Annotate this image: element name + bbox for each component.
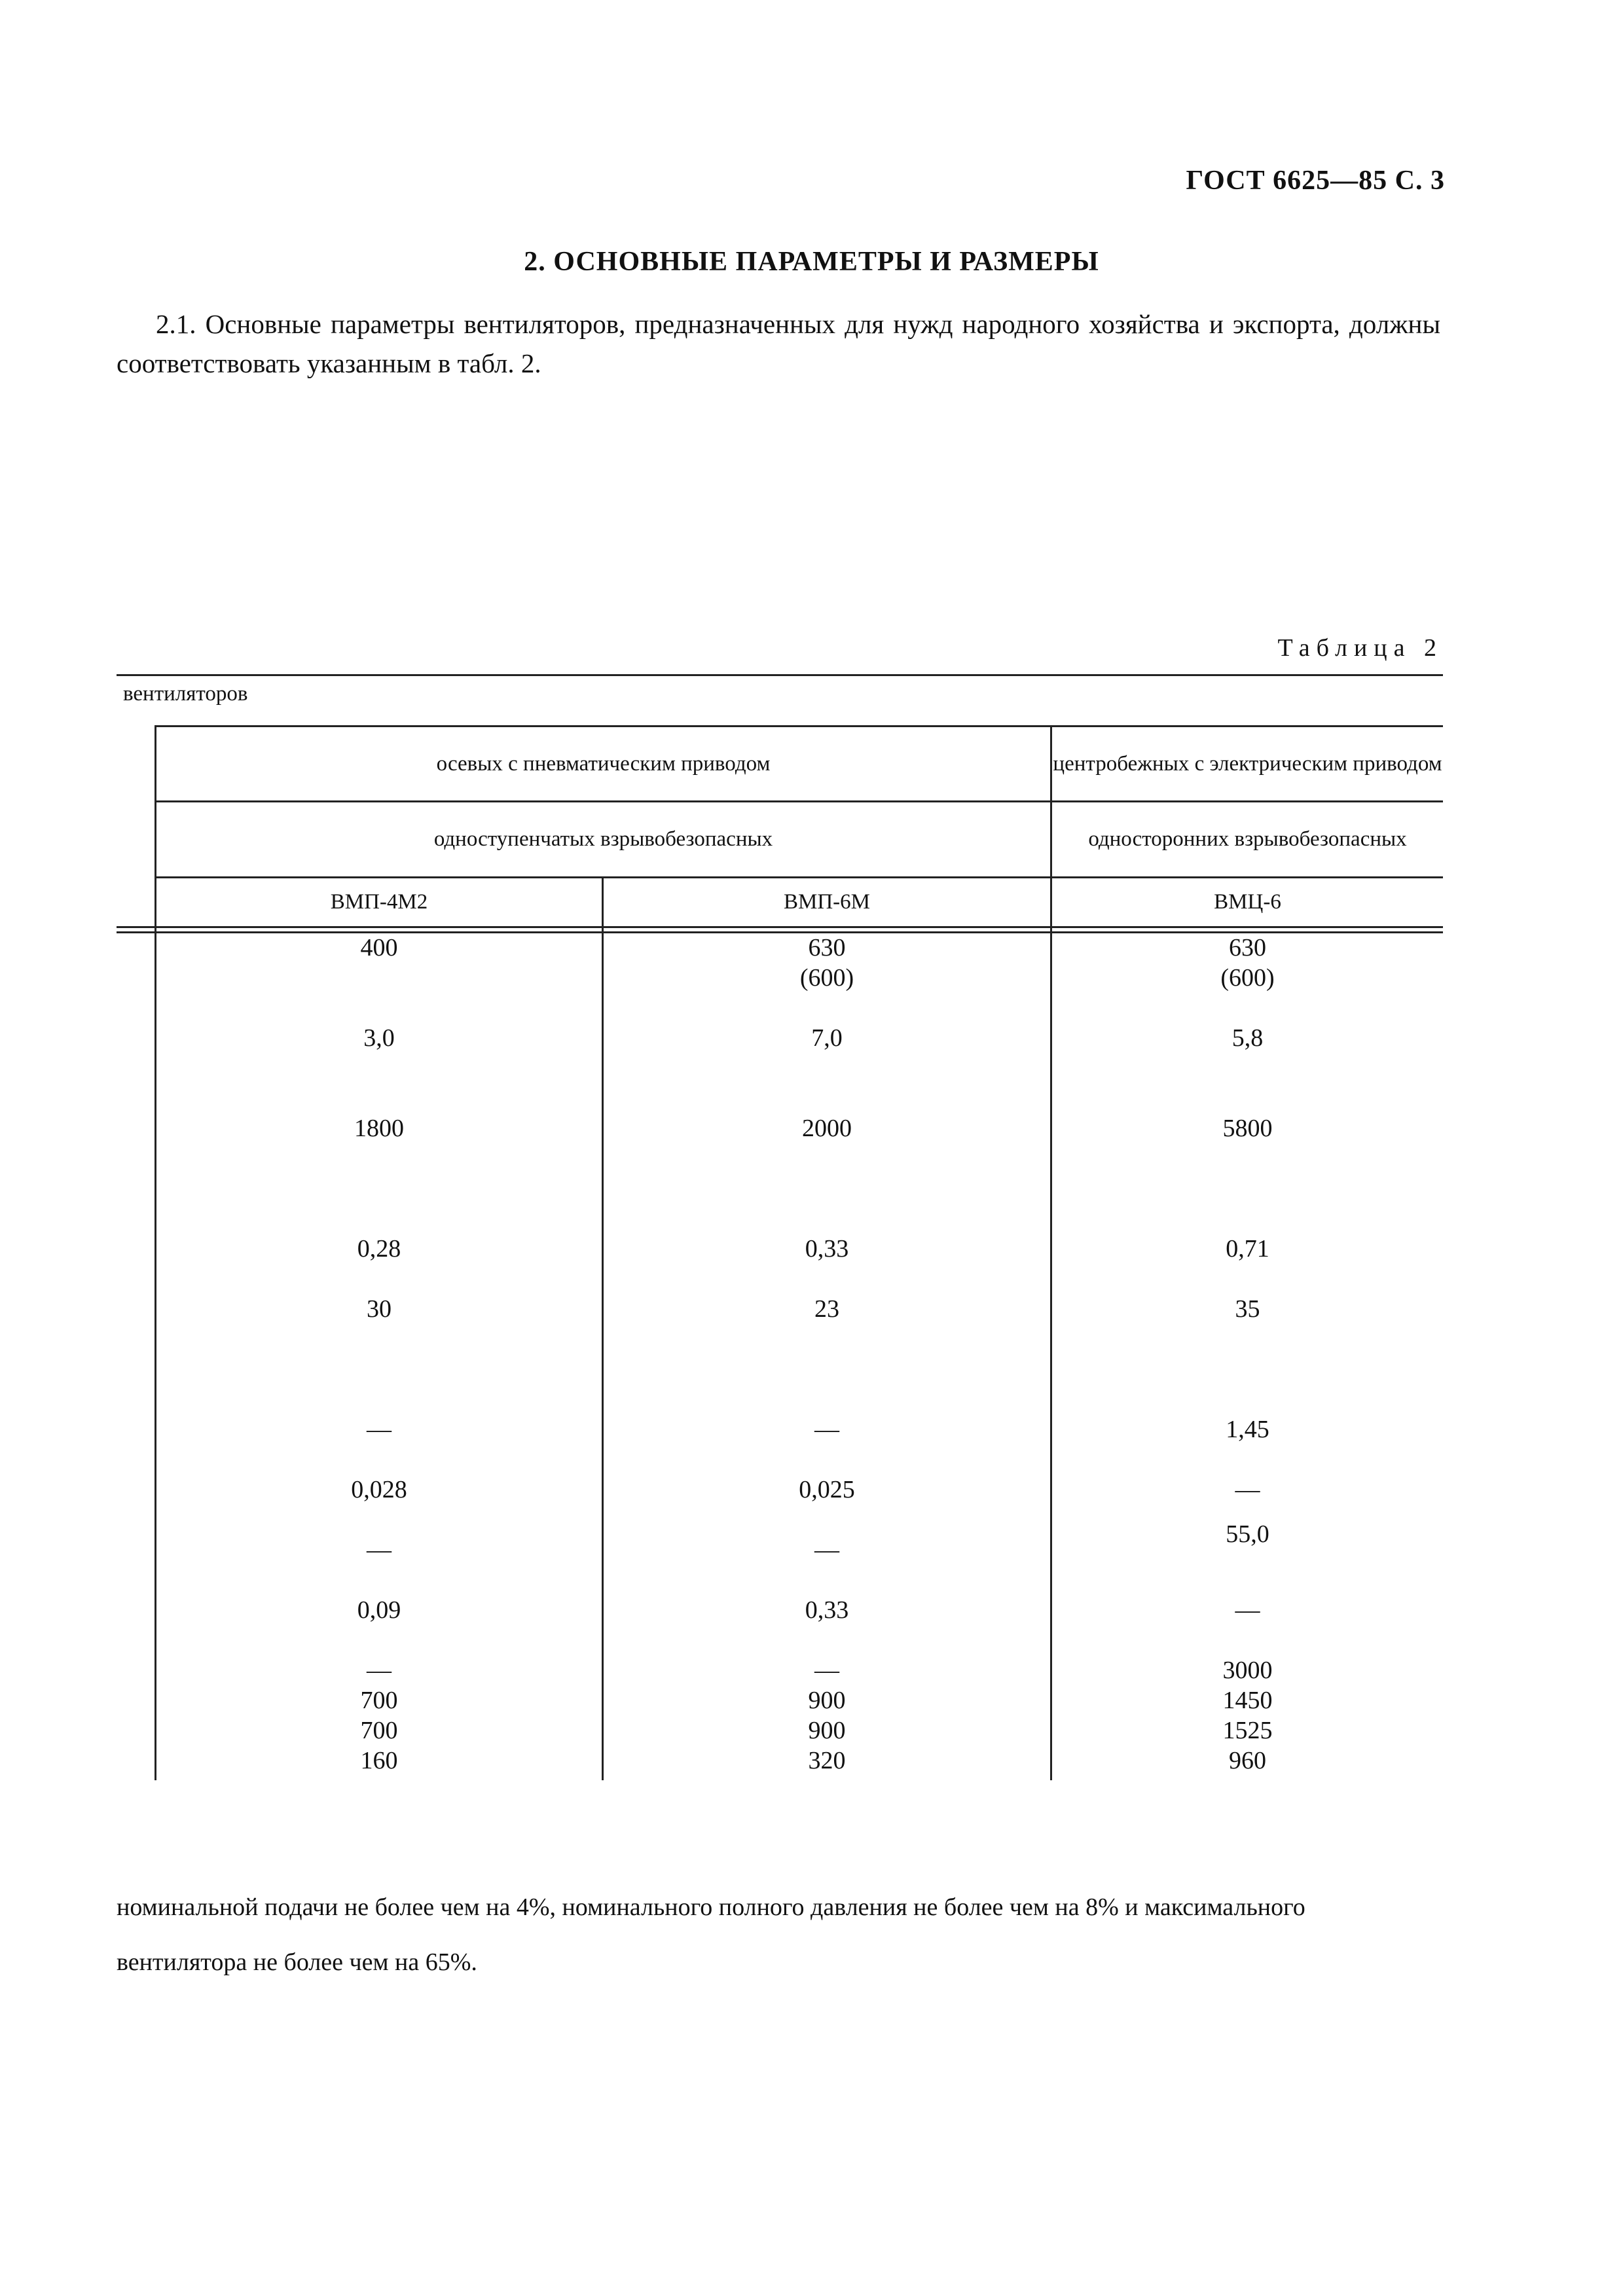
table-cell: 55,0: [1226, 1520, 1269, 1548]
table-cell: 0,71: [1226, 1235, 1269, 1263]
model-header-vmp-6m: ВМП-6М: [783, 890, 871, 914]
section-title: 2. ОСНОВНЫЕ ПАРАМЕТРЫ И РАЗМЕРЫ: [524, 247, 1099, 277]
table-cell: 700: [360, 1717, 398, 1744]
group-centrifugal-label: центробежных с электрическим приводом: [1053, 751, 1442, 776]
table-header-double-rule-1: [117, 926, 1443, 928]
table-cell: 0,33: [805, 1596, 849, 1624]
table-cell: 160: [360, 1747, 398, 1774]
table-cell: 900: [808, 1687, 846, 1714]
footer-line-1: номинальной подачи не более чем на 4%, номинального полного давления не более чем на 8% и максимального: [117, 1893, 1305, 1921]
table-cell: 1525: [1222, 1717, 1273, 1744]
table-top-rule: [117, 674, 1443, 676]
table-cell: 3,0: [363, 1024, 395, 1052]
table-cell: (600): [1220, 964, 1275, 992]
section-paragraph: 2.1. Основные параметры вентиляторов, предназначенных для нужд народного хозяйства и экспорта, должны соответствовать указанным в табл. 2.: [117, 309, 1440, 378]
table-cell: 1,45: [1226, 1416, 1269, 1443]
table-cell: 0,025: [799, 1476, 855, 1503]
table-cell: 320: [808, 1747, 846, 1774]
table-cell: 960: [1229, 1747, 1266, 1774]
group-axial-label: осевых с пневматическим приводом: [436, 751, 771, 776]
table-cell: —: [814, 1657, 839, 1684]
table-cell: 7,0: [811, 1024, 843, 1052]
table-cell: (600): [799, 964, 854, 992]
table-cell: —: [1235, 1476, 1260, 1503]
table-cell: 700: [360, 1687, 398, 1714]
table-cell: 30: [367, 1295, 392, 1323]
table-cell: —: [1235, 1596, 1260, 1624]
table-cell: 400: [360, 934, 398, 961]
table-cell: 630: [1229, 934, 1266, 961]
table-cell: 5800: [1222, 1115, 1273, 1142]
table-cell: 0,09: [357, 1596, 401, 1624]
table-cell: 1800: [354, 1115, 404, 1142]
table-cell: —: [367, 1657, 392, 1684]
table-cell: 2000: [802, 1115, 852, 1142]
table-cell: —: [814, 1536, 839, 1564]
subgroup-single-sided-label: односторонних взрывобезопасных: [1088, 827, 1407, 851]
table-cell: —: [814, 1416, 839, 1443]
table-cell: 23: [814, 1295, 839, 1323]
table-cell: 0,028: [351, 1476, 407, 1503]
table-cell: 630: [808, 934, 846, 961]
subgroup-single-stage-label: одноступенчатых взрывобезопасных: [433, 827, 773, 851]
table-cell: 0,28: [357, 1235, 401, 1263]
table-cell: 1450: [1222, 1687, 1273, 1714]
footer-line-2: вентилятора не более чем на 65%.: [117, 1948, 477, 1976]
table-cell: 5,8: [1231, 1024, 1264, 1052]
table-top-label: вентиляторов: [123, 682, 248, 706]
table-cell: 900: [808, 1717, 846, 1744]
table-cell: 0,33: [805, 1235, 849, 1263]
table-caption: Таблица 2: [1277, 634, 1443, 662]
model-header-vmp-4m2: ВМП-4М2: [330, 890, 428, 914]
model-header-vmc-6: ВМЦ-6: [1214, 890, 1281, 914]
page-header: ГОСТ 6625—85 С. 3: [1186, 166, 1445, 196]
table-cell: 35: [1235, 1295, 1260, 1323]
table-cell: —: [367, 1416, 392, 1443]
table-cell: 3000: [1222, 1657, 1273, 1684]
table-cell: —: [367, 1536, 392, 1564]
table-col-vline: [602, 877, 604, 1780]
